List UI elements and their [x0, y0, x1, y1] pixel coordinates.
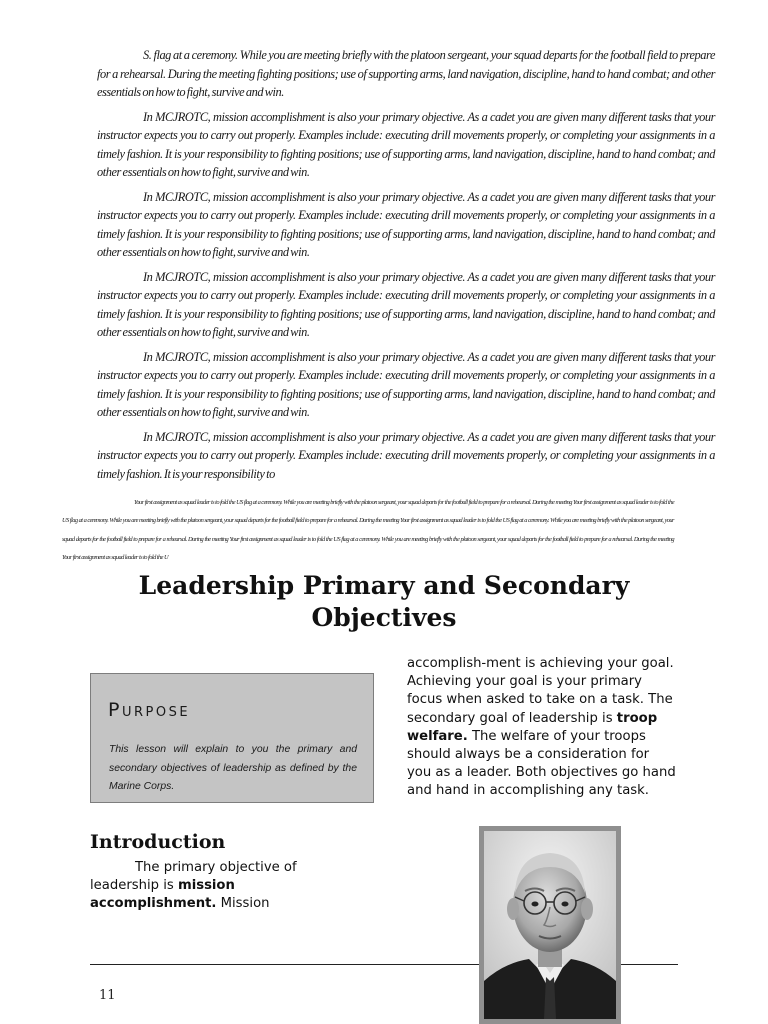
mission-accomplishment-bold: mission accomplishment. [90, 878, 235, 912]
right-text-part1: accomplish-ment is achieving your goal. Achieving your goal is your primary focus when asked to take on a task. The secondary goal of leadership is [407, 656, 674, 726]
fine-print-paragraph: Your first assignment as squad leader is to fold the US flag at a ceremony. While you are meeting briefly with the platoon sergeant, your squad departs for the football field to prepare for a rehearsal. During the meeting Your first assignment as squad leader is to fold the US flag at a ceremony. While you are meeting briefly with the platoon sergeant, your squad departs for the football field to prepare for a rehearsal. During the meeting Your first assignment as squad leader is to fold the US flag at a ceremony. While you are meeting briefly with the platoon sergeant, your squad departs for the football field to prepare for a rehearsal. During the meeting Your first assignment as squad leader is to fold the US flag at a ceremony. While you are meeting briefly with the platoon sergeant, your squad departs for the football field to prepare for a rehearsal. During the meeting Your first assignment as squad leader is to fold the U [62, 499, 674, 561]
purpose-heading: Purpose [108, 699, 191, 721]
purpose-text: This lesson will explain to you the primary and secondary objectives of leadership as defined by the Marine Corps. [109, 744, 357, 792]
body-text [97, 46, 715, 489]
intro-text-part1: The primary objective of leadership is [90, 860, 297, 894]
body-paragraph: In MCJROTC, mission accomplishment is also your primary objective. As a cadet you are given many different tasks that your instructor expects you to carry out properly. Examples include: executing drill movements properly, or completing your assignments in a timely fashion. It is your responsibility to fighting positions; use of supporting arms, land navigation, discipline, hand to hand combat; and other essentials on how to fight, survive and win. [97, 189, 715, 259]
troop-welfare-bold: troop welfare. [407, 710, 658, 744]
body-paragraph: S. flag at a ceremony. While you are meeting briefly with the platoon sergeant, your squad departs for the football field to prepare for a rehearsal. During the meeting fighting positions; use of supporting arms, land navigation, discipline, hand to hand combat; and other essentials on how to fight, survive and win. [97, 48, 715, 99]
introduction-heading: Introduction [90, 831, 226, 853]
purpose-box [90, 673, 374, 803]
body-paragraph: In MCJROTC, mission accomplishment is also your primary objective. As a cadet you are given many different tasks that your instructor expects you to carry out properly. Examples include: executing drill movements properly, or completing your assignments in a timely fashion. It is your responsibility to fighting positions; use of supporting arms, land navigation, discipline, hand to hand combat; and other essentials on how to fight, survive and win. [97, 109, 715, 179]
body-paragraph: In MCJROTC, mission accomplishment is also your primary objective. As a cadet you are given many different tasks that your instructor expects you to carry out properly. Examples include: executing drill movements properly, or completing your assignments in a timely fashion. It is your responsibility to fighting positions; use of supporting arms, land navigation, discipline, hand to hand combat; and other essentials on how to fight, survive and win. [97, 349, 715, 419]
title-line-2: Objectives [311, 603, 457, 632]
introduction-text [90, 859, 320, 914]
portrait-photo [479, 826, 621, 1024]
body-paragraph: In MCJROTC, mission accomplishment is also your primary objective. As a cadet you are given many different tasks that your instructor expects you to carry out properly. Examples include: executing drill movements properly, or completing your assignments in a timely fashion. It is your responsibility to fighting positions; use of supporting arms, land navigation, discipline, hand to hand combat; and other essentials on how to fight, survive and win. [97, 269, 715, 339]
right-column-text [407, 655, 677, 801]
body-paragraph: In MCJROTC, mission accomplishment is also your primary objective. As a cadet you are given many different tasks that your instructor expects you to carry out properly. Examples include: executing drill movements properly, or completing your assignments in a timely fashion. It is your responsibility to [97, 429, 715, 481]
intro-text-part2: Mission [216, 896, 270, 912]
fine-print-text [62, 494, 674, 567]
page-title [0, 570, 768, 634]
title-line-1: Leadership Primary and Secondary [138, 571, 630, 600]
page-number: 11 [99, 988, 116, 1003]
portrait-image [484, 831, 616, 1019]
right-text-part2: The welfare of your troops should always be a consideration for you as a leader. Both objectives go hand and hand in accomplishing any task. [407, 728, 676, 799]
